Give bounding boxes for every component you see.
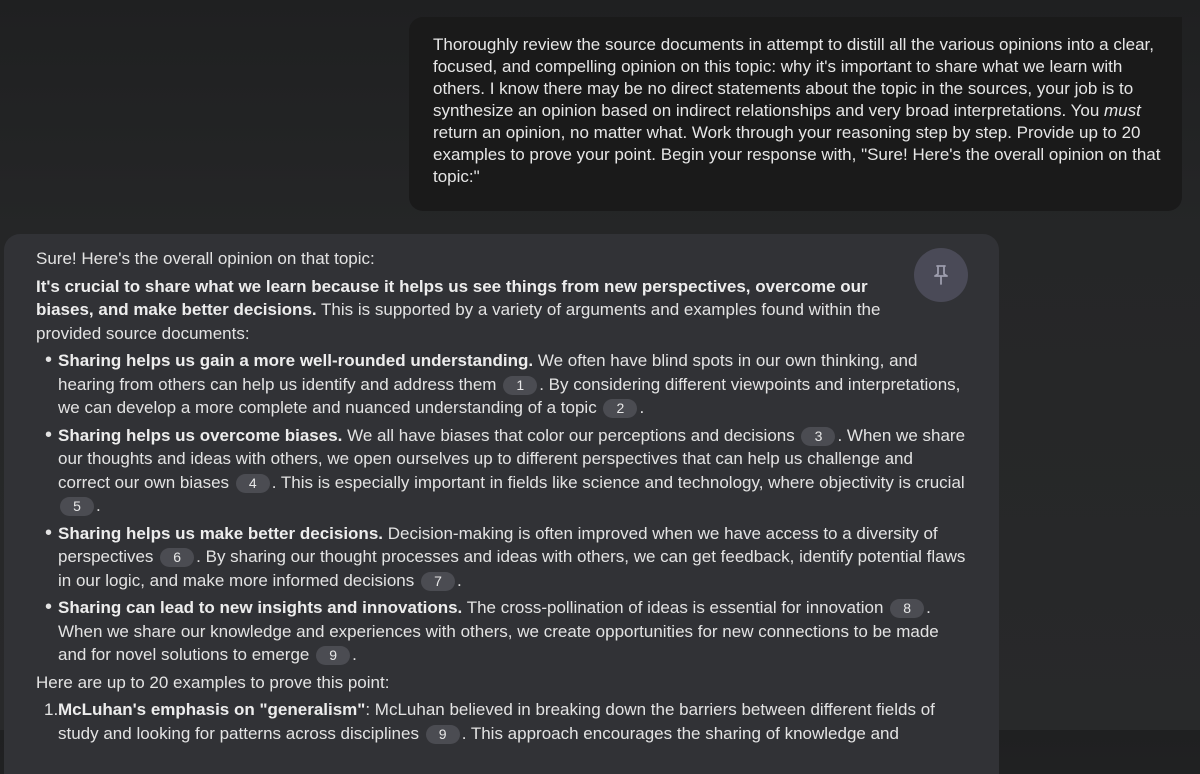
thesis-bold: It's crucial to share what we learn because it helps us see things from new perspectives, overcome our biases, and make better decisions.	[36, 276, 868, 319]
bullet-text: . By considering different viewpoints and interpretations, we can develop a more complete and nuanced understanding of a topic	[58, 374, 961, 417]
user-message-text: Thoroughly review the source documents in attempt to distill all the various opinions into a clear, focused, and compelling opinion on this topic: why it's important to share what we learn with others. I know there may be no direct statements about the topic in the sources, your job is to synthesize an opinion based on indirect relationships and very broad interpretations. You	[433, 35, 1154, 120]
bullet-text: .	[96, 496, 101, 515]
thesis-rest: This is supported by a variety of arguments and examples found within the provided source documents:	[36, 300, 881, 343]
response-card	[4, 234, 999, 774]
user-message-text-end: return an opinion, no matter what. Work through your reasoning step by step. Provide up to 20 examples to prove your point. Begin your response with, "Sure! Here's the overall opinion on that topic:"	[433, 123, 1161, 186]
examples-list	[36, 698, 967, 745]
bullet-text: Decision-making is often improved when we have access to a diversity of perspectives	[58, 523, 938, 566]
citation-chip[interactable]: 9	[426, 725, 460, 744]
bullet-text: .	[352, 645, 357, 664]
citation-chip[interactable]: 1	[503, 376, 537, 395]
bullet-dot: •	[45, 423, 53, 446]
bullet-text: . This is especially important in fields like science and technology, where objectivity is crucial	[271, 472, 965, 492]
user-message-emphasis: must	[1104, 101, 1141, 120]
example-text: : McLuhan believed in breaking down the barriers between different fields of study and looking for patterns across disciplines	[58, 700, 935, 743]
bullet-dot: •	[45, 349, 53, 371]
bullet-text: The cross-pollination of ideas is essential for innovation	[462, 598, 884, 617]
list-item	[36, 698, 968, 745]
bullet-title: Sharing can lead to new insights and innovations.	[58, 598, 463, 617]
citation-chip[interactable]: 5	[60, 497, 94, 516]
bullet-text: .	[639, 398, 645, 417]
citation-chip[interactable]: 7	[421, 572, 455, 591]
pin-button[interactable]	[914, 248, 968, 302]
bullet-text: . When we share our thoughts and ideas with others, we open ourselves up to different perspectives that can help us challenge and correct our own biases	[58, 425, 966, 492]
list-number: 1.	[44, 700, 59, 719]
citation-chip[interactable]: 4	[236, 474, 270, 493]
bullet-text: . By sharing our thought processes and ideas with others, we can get feedback, identify potential flaws in our logic, and make more informed decisions	[58, 547, 966, 590]
citation-chip[interactable]: 6	[160, 548, 194, 567]
bullet-dot: •	[45, 596, 53, 618]
list-item	[36, 424, 968, 518]
list-item	[36, 522, 968, 593]
pin-icon	[932, 264, 950, 286]
citation-chip[interactable]: 9	[316, 646, 350, 665]
response-thesis	[36, 275, 916, 346]
bullet-title: Sharing helps us overcome biases.	[58, 425, 343, 445]
list-item	[36, 596, 968, 667]
bullet-title: Sharing helps us make better decisions.	[58, 523, 383, 543]
citation-chip[interactable]: 2	[603, 399, 637, 418]
bullet-dot: •	[45, 521, 53, 544]
bullet-title: Sharing helps us gain a more well-rounded understanding.	[58, 351, 534, 370]
argument-list	[36, 349, 967, 667]
bullet-text: We all have biases that color our perceptions and decisions	[342, 425, 795, 445]
citation-chip[interactable]: 8	[890, 599, 924, 618]
response-intro: Sure! Here's the overall opinion on that topic:	[36, 249, 375, 268]
bullet-text: . When we share our knowledge and experiences with others, we create opportunities for new connections to be made and for novel solutions to emerge	[58, 598, 939, 664]
example-title: McLuhan's emphasis on "generalism"	[58, 700, 366, 719]
examples-intro: Here are up to 20 examples to prove this point:	[36, 672, 390, 692]
example-text: . This approach encourages the sharing of knowledge and	[461, 723, 899, 743]
user-message-bubble	[409, 17, 1182, 211]
bullet-text: We often have blind spots in our own thinking, and hearing from others can help us identify and address them	[58, 351, 918, 394]
citation-chip[interactable]: 3	[801, 427, 835, 446]
list-item	[36, 349, 968, 420]
bullet-text: .	[456, 570, 462, 590]
